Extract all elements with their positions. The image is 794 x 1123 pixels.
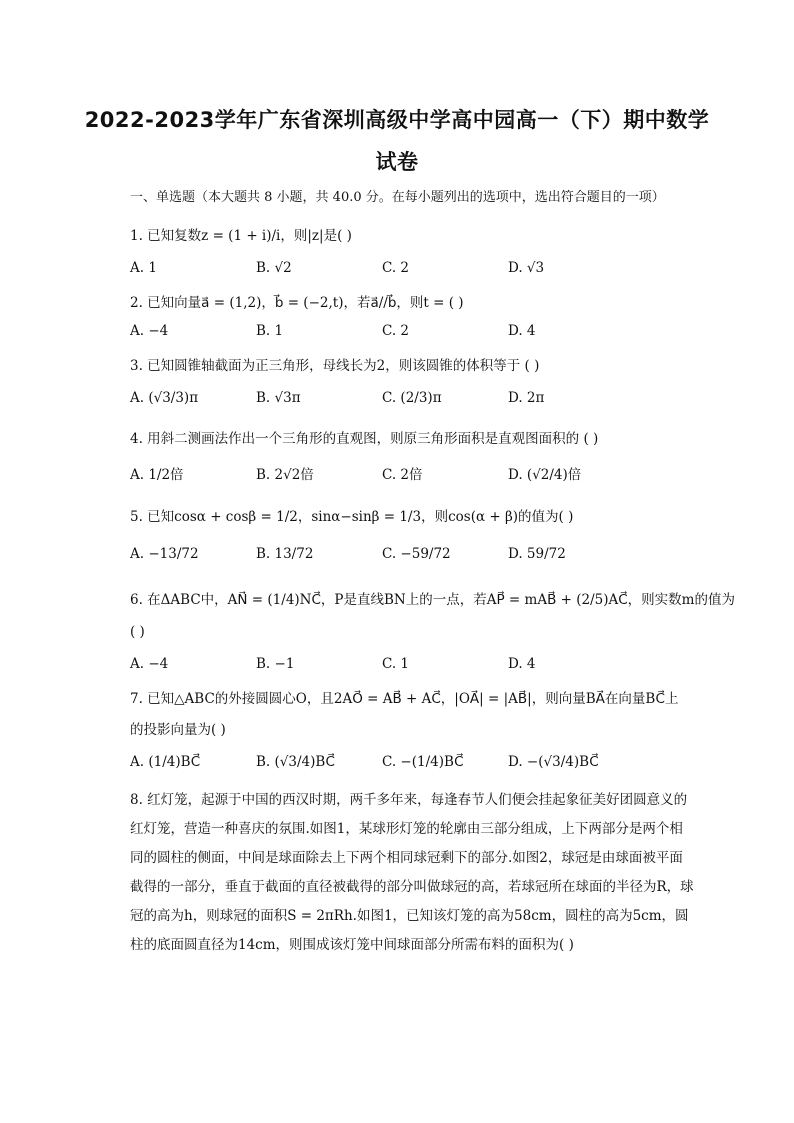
q1-option-d: D. √3 xyxy=(508,260,545,276)
q5-option-c: C. −59/72 xyxy=(382,546,451,562)
q6-option-a: A. −4 xyxy=(130,656,169,672)
question-3: 3. 已知圆锥轴截面为正三角形，母线长为2，则该圆锥的体积等于 ( ) xyxy=(130,358,540,374)
exam-title-line-1: 2022-2023学年广东省深圳高级中学高中园高一（下）期中数学 xyxy=(84,108,710,132)
q4-option-a: A. 1/2倍 xyxy=(130,467,184,483)
question-6-line-1: 6. 在ΔABC中，AN⃗ = (1/4)NC⃗，P是直线BN上的一点，若AP⃗ = mAB⃗ + (2/5)AC⃗，则实数m的值为 xyxy=(130,592,735,608)
q3-option-c: C. (2/3)π xyxy=(382,390,442,406)
q1-option-c: C. 2 xyxy=(382,260,410,276)
q5-option-d: D. 59/72 xyxy=(508,546,566,562)
question-7-line-2: 的投影向量为( ) xyxy=(130,722,226,738)
q4-option-d: D. (√2/4)倍 xyxy=(508,467,582,483)
q1-option-a: A. 1 xyxy=(130,260,157,276)
q6-option-b: B. −1 xyxy=(256,656,295,672)
q2-option-b: B. 1 xyxy=(256,323,284,339)
q3-option-b: B. √3π xyxy=(256,390,301,406)
question-4: 4. 用斜二测画法作出一个三角形的直观图，则原三角形面积是直观图面积的 ( ) xyxy=(130,431,599,447)
q1-option-b: B. √2 xyxy=(256,260,292,276)
q6-option-c: C. 1 xyxy=(382,656,410,672)
q5-option-a: A. −13/72 xyxy=(130,546,199,562)
q7-option-c: C. −(1/4)BC⃗ xyxy=(382,754,464,770)
question-2: 2. 已知向量a⃗ = (1,2)，b⃗ = (−2,t)，若a⃗//b⃗，则t = ( ) xyxy=(130,295,464,311)
q3-option-a: A. (√3/3)π xyxy=(130,390,199,406)
q3-option-d: D. 2π xyxy=(508,390,545,406)
section-heading: 一、单选题（本大题共 8 小题，共 40.0 分。在每小题列出的选项中，选出符合题目的一项） xyxy=(130,190,665,205)
q5-option-b: B. 13/72 xyxy=(256,546,314,562)
q7-option-b: B. (√3/4)BC⃗ xyxy=(256,754,335,770)
question-7-line-1: 7. 已知△ABC的外接圆圆心O，且2AO⃗ = AB⃗ + AC⃗，|OA⃗| = |AB⃗|，则向量BA⃗在向量BC⃗上 xyxy=(130,691,679,707)
exam-title-line-2: 试卷 xyxy=(375,150,419,174)
q4-option-c: C. 2倍 xyxy=(382,467,423,483)
q2-option-a: A. −4 xyxy=(130,323,169,339)
question-8: 8. 红灯笼，起源于中国的西汉时期，两千多年来，每逢春节人们便会挂起象征美好团圆意义的红灯笼，营造一种喜庆的氛围.如图1，某球形灯笼的轮廓由三部分组成，上下两部分是两个相同的圆柱的侧面，中间是球面除去上下两个相同球冠剩下的部分.如图2，球冠是由球面被平面截得的一部分，垂直于截面的直径被截得的部分叫做球冠的高，若球冠所在球面的半径为R，球冠的高为h，则球冠的面积S = 2πRh.如图1，已知该灯笼的高为58cm，圆柱的高为5cm，圆柱的底面圆直径为14cm，则围成该灯笼中间球面部分所需布料的面积为( ) xyxy=(130,792,694,953)
question-1: 1. 已知复数z = (1 + i)/i，则|z|是( ) xyxy=(130,228,352,244)
q4-option-b: B. 2√2倍 xyxy=(256,467,314,483)
q2-option-c: C. 2 xyxy=(382,323,410,339)
question-6-line-2: ( ) xyxy=(130,624,145,640)
q7-option-d: D. −(√3/4)BC⃗ xyxy=(508,754,599,770)
q6-option-d: D. 4 xyxy=(508,656,536,672)
q2-option-d: D. 4 xyxy=(508,323,536,339)
question-5: 5. 已知cosα + cosβ = 1/2，sinα−sinβ = 1/3，则cos(α + β)的值为( ) xyxy=(130,509,574,525)
q7-option-a: A. (1/4)BC⃗ xyxy=(130,754,201,770)
